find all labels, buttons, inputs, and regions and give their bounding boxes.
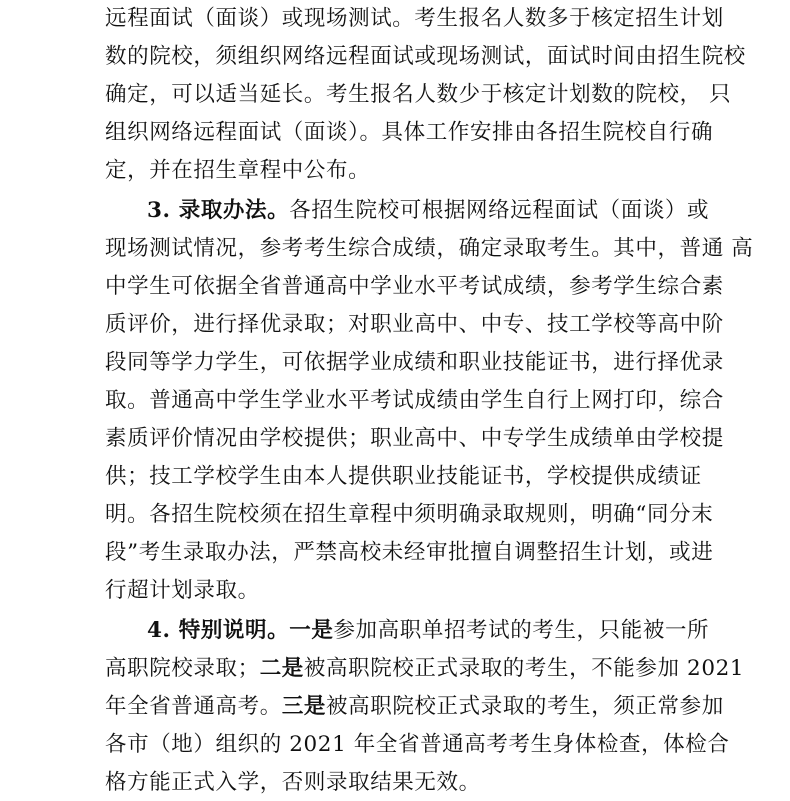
text-line: 段”考生录取办法，严禁高校未经审批擅自调整招生计划，或进: [105, 540, 714, 565]
section-4-text: 年全省普通高考。: [105, 694, 282, 719]
text-line: 确定，可以适当延长。考生报名人数少于核定计划数的院校， 只: [105, 82, 732, 107]
section-4-mark-3: 三是: [281, 694, 327, 719]
section-4-heading: 4. 特别说明。: [147, 618, 290, 643]
text-line: 取。普通高中学生学业水平考试成绩由学生自行上网打印，综合: [105, 388, 724, 413]
section-4-text: 高职院校录取；: [105, 656, 260, 681]
section-4-mark-2: 二是: [259, 656, 304, 681]
text-line: 格方能正式入学，否则录取结果无效。: [105, 770, 481, 795]
text-line: 各市（地）组织的 2021 年全省普通高考考生身体检查，体检合: [105, 732, 730, 757]
section-4-text: 被高职院校正式录取的考生，须正常参加: [326, 694, 724, 719]
text-line: 质评价，进行择优录取；对职业高中、中专、技工学校等高中阶: [105, 312, 724, 337]
text-line: 明。各招生院校须在招生章程中须明确录取规则，明确“同分末: [105, 502, 714, 527]
section-4-text: 被高职院校正式录取的考生，不能参加 2021: [303, 656, 745, 681]
text-line: 现场测试情况，参考考生综合成绩，确定录取考生。其中，普通 高: [105, 236, 754, 261]
text-line: 行超计划录取。: [105, 578, 260, 603]
section-3-heading: 3. 录取办法。: [147, 198, 290, 223]
section-3-first-line: [147, 192, 710, 229]
text-line: 素质评价情况由学校提供；职业高中、中专学生成绩单由学校提: [105, 426, 724, 451]
section-4-line-3: [105, 688, 724, 725]
text-line: 供；技工学校学生由本人提供职业技能证书，学校提供成绩证: [105, 464, 702, 489]
text-line: 段同等学力学生，可依据学业成绩和职业技能证书，进行择优录: [105, 350, 724, 375]
text-line: 远程面试（面谈）或现场测试。考生报名人数多于核定招生计划: [105, 6, 724, 31]
text-line: 中学生可依据全省普通高中学业水平考试成绩，参考学生综合素: [105, 274, 724, 299]
section-4-first-line: [147, 612, 710, 649]
text-line: 数的院校，须组织网络远程面试或现场测试，面试时间由招生院校: [105, 44, 746, 69]
text-line: 定，并在招生章程中公布。: [105, 158, 371, 183]
section-4-text: 参加高职单招考试的考生，只能被一所: [333, 618, 710, 643]
section-4-mark-1: 一是: [289, 618, 334, 643]
section-3-text: 各招生院校可根据网络远程面试（面谈）或: [289, 198, 710, 223]
section-4-line-2: [105, 650, 745, 687]
text-line: 组织网络远程面试（面谈）。具体工作安排由各招生院校自行确: [105, 120, 714, 145]
